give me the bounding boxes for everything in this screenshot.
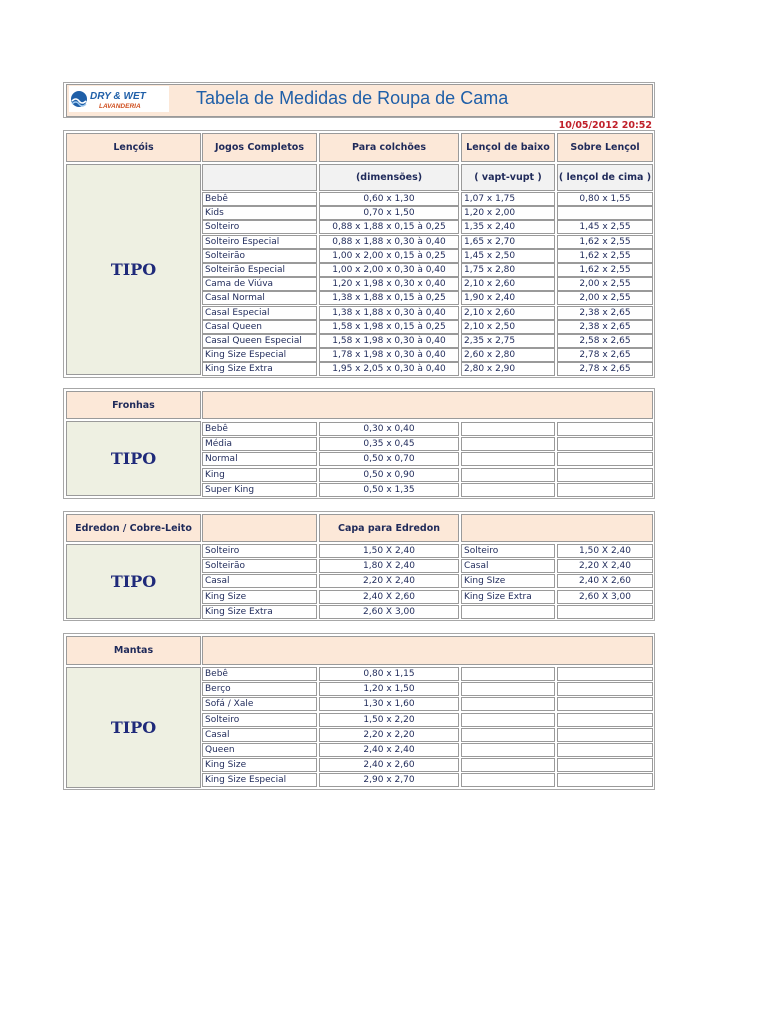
mantas-row-2-col-2 xyxy=(461,697,555,711)
lencois-row-11-col-2: 2,60 x 2,80 xyxy=(461,348,555,362)
edredon-tipo-cell xyxy=(66,544,201,619)
lencois-row-3-col-2: 1,65 x 2,70 xyxy=(461,235,555,249)
edredon-row-1-col-0: Solteirão xyxy=(202,559,317,573)
mantas-row-4-col-0: Casal xyxy=(202,728,317,742)
edredon-row-0-col-3: 1,50 X 2,40 xyxy=(557,544,653,558)
lencois-subheader-2-label: ( vapt-vupt ) xyxy=(474,172,542,183)
lencois-header-4-label: Sobre Lençol xyxy=(570,142,640,153)
logo-text-1: DRY & WET xyxy=(90,91,146,102)
edredon-header-1-label xyxy=(203,515,316,541)
fronhas-row-0-col-0: Bebê xyxy=(202,422,317,436)
lencois-row-4-col-0: Solteirão xyxy=(202,249,317,263)
timestamp: 10/05/2012 20:52 xyxy=(558,120,652,131)
mantas-row-6-col-2 xyxy=(461,758,555,772)
mantas-row-3-col-1: 1,50 x 2,20 xyxy=(319,713,459,727)
mantas-row-7-col-1: 2,90 x 2,70 xyxy=(319,773,459,787)
lencois-row-0-col-3: 0,80 x 1,55 xyxy=(557,192,653,206)
fronhas-row-1-col-3 xyxy=(557,437,653,451)
lencois-row-9-col-2: 2,10 x 2,50 xyxy=(461,320,555,334)
mantas-row-7-col-2 xyxy=(461,773,555,787)
fronhas-row-3-col-3 xyxy=(557,468,653,482)
mantas-row-4-col-3 xyxy=(557,728,653,742)
logo-text-2: LAVANDERIA xyxy=(99,103,141,110)
lencois-header-2-label: Para colchões xyxy=(352,142,426,153)
edredon-row-1-col-3: 2,20 X 2,40 xyxy=(557,559,653,573)
mantas-row-5-col-2 xyxy=(461,743,555,757)
lencois-row-4-col-1: 1,00 x 2,00 x 0,15 à 0,25 xyxy=(319,249,459,263)
lencois-row-8-col-2: 2,10 x 2,60 xyxy=(461,306,555,320)
fronhas-row-4-col-1: 0,50 x 1,35 xyxy=(319,483,459,497)
fronhas-row-0-col-3 xyxy=(557,422,653,436)
lencois-tipo-cell xyxy=(66,164,201,375)
mantas-row-1-col-3 xyxy=(557,682,653,696)
lencois-row-10-col-1: 1,58 x 1,98 x 0,30 à 0,40 xyxy=(319,334,459,348)
mantas-header-1 xyxy=(202,636,653,665)
lencois-row-11-col-1: 1,78 x 1,98 x 0,30 à 0,40 xyxy=(319,348,459,362)
lencois-row-0-col-2: 1,07 x 1,75 xyxy=(461,192,555,206)
lencois-header-3 xyxy=(461,133,555,162)
lencois-row-0-col-0: Bebê xyxy=(202,192,317,206)
lencois-row-3-col-3: 1,62 x 2,55 xyxy=(557,235,653,249)
fronhas-row-2-col-2 xyxy=(461,452,555,466)
mantas-row-5-col-0: Queen xyxy=(202,743,317,757)
mantas-row-2-col-1: 1,30 x 1,60 xyxy=(319,697,459,711)
lencois-row-9-col-0: Casal Queen xyxy=(202,320,317,334)
edredon-row-1-col-2: Casal xyxy=(461,559,555,573)
lencois-row-4-col-2: 1,45 x 2,50 xyxy=(461,249,555,263)
lencois-row-6-col-2: 2,10 x 2,60 xyxy=(461,277,555,291)
edredon-row-1-col-1: 1,80 X 2,40 xyxy=(319,559,459,573)
lencois-row-5-col-2: 1,75 x 2,80 xyxy=(461,263,555,277)
fronhas-header-1-label xyxy=(203,392,652,418)
mantas-row-1-col-1: 1,20 x 1,50 xyxy=(319,682,459,696)
mantas-row-5-col-1: 2,40 x 2,40 xyxy=(319,743,459,757)
lencois-header-4 xyxy=(557,133,653,162)
tipo-label: TIPO xyxy=(110,572,157,591)
mantas-row-2-col-3 xyxy=(557,697,653,711)
edredon-row-4-col-3 xyxy=(557,605,653,619)
lencois-row-11-col-3: 2,78 x 2,65 xyxy=(557,348,653,362)
edredon-header-2-label: Capa para Edredon xyxy=(337,522,441,534)
lencois-row-8-col-1: 1,38 x 1,88 x 0,30 à 0,40 xyxy=(319,306,459,320)
mantas-row-7-col-3 xyxy=(557,773,653,787)
lencois-row-6-col-1: 1,20 x 1,98 x 0,30 x 0,40 xyxy=(319,277,459,291)
lencois-row-1-col-3 xyxy=(557,206,653,220)
lencois-row-3-col-0: Solteiro Especial xyxy=(202,235,317,249)
lencois-row-12-col-3: 2,78 x 2,65 xyxy=(557,362,653,376)
dry-wet-logo xyxy=(69,86,169,112)
fronhas-row-1-col-1: 0,35 x 0,45 xyxy=(319,437,459,451)
lencois-row-2-col-3: 1,45 x 2,55 xyxy=(557,220,653,234)
edredon-row-4-col-1: 2,60 X 3,00 xyxy=(319,605,459,619)
lencois-row-3-col-1: 0,88 x 1,88 x 0,30 à 0,40 xyxy=(319,235,459,249)
lencois-header-1 xyxy=(202,133,317,162)
edredon-header-1 xyxy=(202,514,317,542)
edredon-header-3 xyxy=(461,514,653,542)
edredon-header-0-label: Edredon / Cobre-Leito xyxy=(75,522,192,534)
edredon-row-0-col-2: Solteiro xyxy=(461,544,555,558)
page-title: Tabela de Medidas de Roupa de Cama xyxy=(196,88,509,108)
tipo-label: TIPO xyxy=(110,260,157,279)
mantas-header-0 xyxy=(66,636,201,665)
tipo-label: TIPO xyxy=(110,718,157,737)
edredon-row-3-col-0: King Size xyxy=(202,590,317,604)
fronhas-row-2-col-0: Normal xyxy=(202,452,317,466)
fronhas-row-3-col-0: King xyxy=(202,468,317,482)
edredon-row-4-col-0: King Size Extra xyxy=(202,605,317,619)
mantas-row-2-col-0: Sofá / Xale xyxy=(202,697,317,711)
fronhas-header-0-label: Fronhas xyxy=(112,399,155,411)
lencois-row-10-col-2: 2,35 x 2,75 xyxy=(461,334,555,348)
mantas-row-6-col-3 xyxy=(557,758,653,772)
mantas-row-0-col-1: 0,80 x 1,15 xyxy=(319,667,459,681)
mantas-row-4-col-1: 2,20 x 2,20 xyxy=(319,728,459,742)
mantas-row-4-col-2 xyxy=(461,728,555,742)
lencois-row-12-col-2: 2,80 x 2,90 xyxy=(461,362,555,376)
lencois-subheader-3-label: ( lençol de cima ) xyxy=(558,172,652,183)
lencois-subheader-2 xyxy=(461,164,555,191)
mantas-row-5-col-3 xyxy=(557,743,653,757)
lencois-header-0 xyxy=(66,133,201,162)
fronhas-row-3-col-2 xyxy=(461,468,555,482)
mantas-row-3-col-2 xyxy=(461,713,555,727)
fronhas-row-4-col-0: Super King xyxy=(202,483,317,497)
mantas-row-0-col-2 xyxy=(461,667,555,681)
edredon-row-4-col-2 xyxy=(461,605,555,619)
mantas-row-3-col-3 xyxy=(557,713,653,727)
edredon-row-0-col-1: 1,50 X 2,40 xyxy=(319,544,459,558)
mantas-row-1-col-0: Berço xyxy=(202,682,317,696)
fronhas-row-2-col-3 xyxy=(557,452,653,466)
lencois-row-10-col-0: Casal Queen Especial xyxy=(202,334,317,348)
lencois-row-5-col-1: 1,00 x 2,00 x 0,30 à 0,40 xyxy=(319,263,459,277)
lencois-header-0-label: Lençóis xyxy=(113,142,154,153)
lencois-row-8-col-3: 2,38 x 2,65 xyxy=(557,306,653,320)
lencois-row-11-col-0: King Size Especial xyxy=(202,348,317,362)
fronhas-row-2-col-1: 0,50 x 0,70 xyxy=(319,452,459,466)
edredon-row-0-col-0: Solteiro xyxy=(202,544,317,558)
lencois-subheader-1 xyxy=(319,164,459,191)
mantas-row-3-col-0: Solteiro xyxy=(202,713,317,727)
edredon-row-2-col-2: King SIze xyxy=(461,574,555,588)
mantas-header-1-label xyxy=(203,637,652,664)
fronhas-tipo-cell xyxy=(66,421,201,496)
mantas-row-7-col-0: King Size Especial xyxy=(202,773,317,787)
edredon-row-2-col-0: Casal xyxy=(202,574,317,588)
lencois-row-7-col-0: Casal Normal xyxy=(202,291,317,305)
lencois-row-9-col-3: 2,38 x 2,65 xyxy=(557,320,653,334)
lencois-row-7-col-2: 1,90 x 2,40 xyxy=(461,291,555,305)
mantas-row-1-col-2 xyxy=(461,682,555,696)
lencois-row-5-col-0: Solteirão Especial xyxy=(202,263,317,277)
lencois-subheader-1-label: (dimensões) xyxy=(355,172,423,183)
edredon-row-3-col-3: 2,60 X 3,00 xyxy=(557,590,653,604)
lencois-row-12-col-0: King Size Extra xyxy=(202,362,317,376)
lencois-row-0-col-1: 0,60 x 1,30 xyxy=(319,192,459,206)
edredon-header-0 xyxy=(66,514,201,542)
edredon-row-2-col-1: 2,20 X 2,40 xyxy=(319,574,459,588)
lencois-subheader-3 xyxy=(557,164,653,191)
mantas-row-0-col-0: Bebê xyxy=(202,667,317,681)
fronhas-header-1 xyxy=(202,391,653,419)
lencois-subheader-0-label xyxy=(203,165,316,190)
edredon-header-3-label xyxy=(462,515,652,541)
edredon-row-3-col-2: King Size Extra xyxy=(461,590,555,604)
lencois-row-4-col-3: 1,62 x 2,55 xyxy=(557,249,653,263)
mantas-tipo-cell xyxy=(66,667,201,788)
lencois-row-12-col-1: 1,95 x 2,05 x 0,30 à 0,40 xyxy=(319,362,459,376)
lencois-row-8-col-0: Casal Especial xyxy=(202,306,317,320)
fronhas-row-1-col-0: Média xyxy=(202,437,317,451)
lencois-row-6-col-3: 2,00 x 2,55 xyxy=(557,277,653,291)
lencois-header-3-label: Lençol de baixo xyxy=(466,142,550,153)
lencois-row-5-col-3: 1,62 x 2,55 xyxy=(557,263,653,277)
fronhas-row-0-col-2 xyxy=(461,422,555,436)
fronhas-header-0 xyxy=(66,391,201,419)
edredon-header-2 xyxy=(319,514,459,542)
lencois-row-6-col-0: Cama de Viúva xyxy=(202,277,317,291)
fronhas-row-0-col-1: 0,30 x 0,40 xyxy=(319,422,459,436)
fronhas-row-4-col-3 xyxy=(557,483,653,497)
edredon-row-3-col-1: 2,40 X 2,60 xyxy=(319,590,459,604)
lencois-row-1-col-1: 0,70 x 1,50 xyxy=(319,206,459,220)
lencois-row-2-col-1: 0,88 x 1,88 x 0,15 à 0,25 xyxy=(319,220,459,234)
lencois-row-2-col-0: Solteiro xyxy=(202,220,317,234)
edredon-row-2-col-3: 2,40 X 2,60 xyxy=(557,574,653,588)
lencois-row-1-col-0: Kids xyxy=(202,206,317,220)
mantas-row-0-col-3 xyxy=(557,667,653,681)
lencois-header-1-label: Jogos Completos xyxy=(215,142,304,153)
fronhas-row-3-col-1: 0,50 x 0,90 xyxy=(319,468,459,482)
tipo-label: TIPO xyxy=(110,449,157,468)
lencois-row-7-col-1: 1,38 x 1,88 x 0,15 à 0,25 xyxy=(319,291,459,305)
lencois-row-10-col-3: 2,58 x 2,65 xyxy=(557,334,653,348)
lencois-header-2 xyxy=(319,133,459,162)
lencois-row-7-col-3: 2,00 x 2,55 xyxy=(557,291,653,305)
lencois-row-1-col-2: 1,20 x 2,00 xyxy=(461,206,555,220)
mantas-header-0-label: Mantas xyxy=(113,645,154,656)
lencois-subheader-0 xyxy=(202,164,317,191)
fronhas-row-4-col-2 xyxy=(461,483,555,497)
fronhas-row-1-col-2 xyxy=(461,437,555,451)
lencois-row-9-col-1: 1,58 x 1,98 x 0,15 à 0,25 xyxy=(319,320,459,334)
lencois-row-2-col-2: 1,35 x 2,40 xyxy=(461,220,555,234)
mantas-row-6-col-0: King Size xyxy=(202,758,317,772)
mantas-row-6-col-1: 2,40 x 2,60 xyxy=(319,758,459,772)
